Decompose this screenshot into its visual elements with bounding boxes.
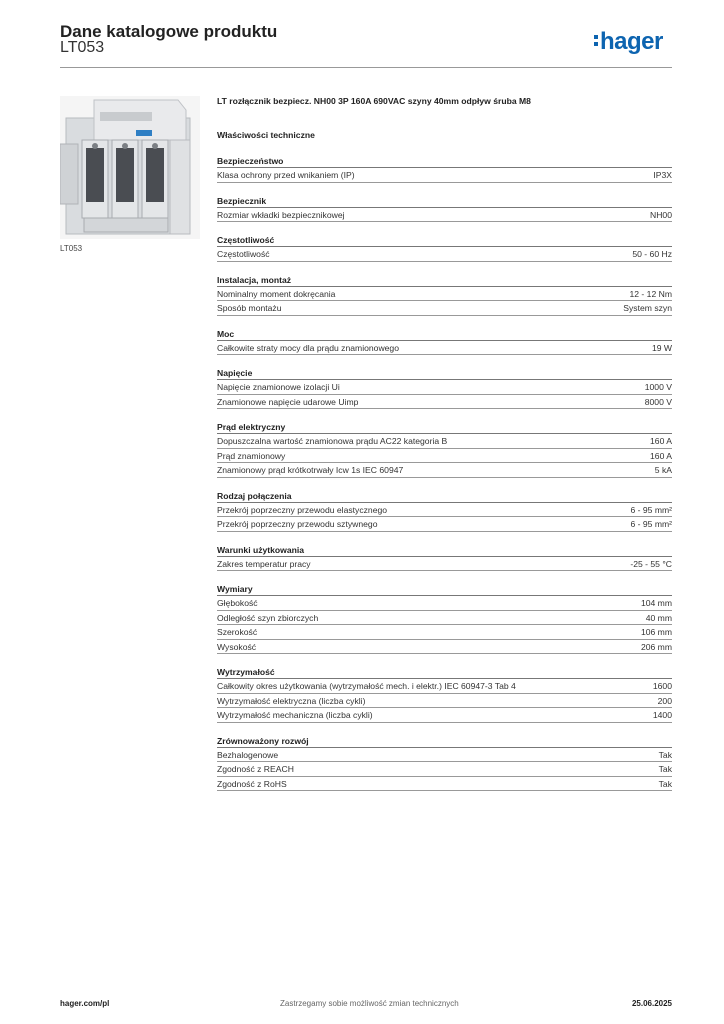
spec-group bbox=[217, 195, 672, 223]
spec-row bbox=[217, 517, 672, 532]
product-description: LT rozłącznik bezpiecz. NH00 3P 160A 690VAC szyny 40mm odpływ śruba M8 bbox=[217, 96, 531, 106]
spec-label: Głębokość bbox=[217, 598, 258, 608]
spec-row bbox=[217, 557, 672, 572]
spec-group-title: Bezpieczeństwo bbox=[217, 155, 672, 168]
spec-label: Znamionowy prąd krótkotrwały Icw 1s IEC 60947 bbox=[217, 465, 404, 475]
spec-row bbox=[217, 596, 672, 611]
spec-group-title: Częstotliwość bbox=[217, 234, 672, 247]
spec-label: Częstotliwość bbox=[217, 249, 270, 259]
spec-value: 1600 bbox=[652, 681, 672, 691]
spec-value: 8000 V bbox=[644, 396, 672, 407]
spec-label: Całkowite straty mocy dla prądu znamionowego bbox=[217, 342, 399, 353]
spec-group bbox=[217, 583, 672, 654]
spec-row bbox=[217, 463, 672, 478]
spec-row bbox=[217, 380, 672, 395]
spec-group bbox=[217, 155, 672, 183]
spec-value: Tak bbox=[658, 749, 672, 760]
product-image bbox=[60, 96, 200, 239]
spec-label: Wytrzymałość mechaniczna (liczba cykli) bbox=[217, 710, 373, 720]
spec-label: Zgodność z RoHS bbox=[217, 778, 287, 789]
spec-value: Tak bbox=[658, 778, 672, 789]
spec-group bbox=[217, 367, 672, 409]
spec-value: -25 - 55 °C bbox=[630, 558, 672, 569]
spec-row bbox=[217, 708, 672, 723]
spec-value: 160 A bbox=[650, 450, 672, 461]
logo-text: hager bbox=[600, 28, 663, 55]
spec-label: Prąd znamionowy bbox=[217, 450, 286, 461]
spec-value: 1400 bbox=[652, 710, 672, 720]
document-title: Dane katalogowe produktu bbox=[60, 22, 278, 41]
spec-label: Szerokość bbox=[217, 627, 258, 637]
spec-value: 6 - 95 mm² bbox=[630, 504, 672, 515]
spec-row bbox=[217, 168, 672, 183]
spec-row bbox=[217, 777, 672, 792]
spec-group-title: Bezpiecznik bbox=[217, 195, 672, 208]
spec-label: Zakres temperatur pracy bbox=[217, 558, 311, 569]
spec-label: Bezhalogenowe bbox=[217, 749, 279, 760]
spec-row bbox=[217, 611, 672, 626]
footer-notice: Zastrzegamy sobie możliwość zmian technicznych bbox=[280, 999, 459, 1008]
spec-row bbox=[217, 449, 672, 464]
spec-group bbox=[217, 421, 672, 478]
image-caption: LT053 bbox=[60, 244, 83, 253]
spec-group-title: Warunki użytkowania bbox=[217, 544, 672, 557]
spec-row bbox=[217, 301, 672, 316]
footer-date: 25.06.2025 bbox=[631, 999, 672, 1008]
footer-website: hager.com/pl bbox=[60, 999, 110, 1008]
spec-row bbox=[217, 748, 672, 763]
spec-label: Wysokość bbox=[217, 641, 257, 652]
fuse-switch-illustration bbox=[60, 96, 200, 239]
spec-label: Przekrój poprzeczny przewodu elastycznego bbox=[217, 504, 388, 515]
spec-row bbox=[217, 694, 672, 709]
product-code: LT053 bbox=[60, 39, 105, 56]
spec-group bbox=[217, 274, 672, 316]
hager-logo bbox=[594, 28, 663, 56]
spec-group-title: Rodzaj połączenia bbox=[217, 490, 672, 503]
spec-value: Tak bbox=[658, 764, 672, 774]
spec-label: Dopuszczalna wartość znamionowa prądu AC22 kategoria B bbox=[217, 436, 448, 446]
spec-label: Napięcie znamionowe izolacji Ui bbox=[217, 382, 340, 392]
spec-label: Całkowity okres użytkowania (wytrzymałość mech. i elektr.) IEC 60947-3 Tab 4 bbox=[217, 681, 516, 691]
spec-row bbox=[217, 341, 672, 356]
spec-value: 19 W bbox=[651, 342, 672, 353]
spec-value: 40 mm bbox=[645, 612, 672, 623]
spec-value: 206 mm bbox=[640, 641, 672, 652]
spec-label: Przekrój poprzeczny przewodu sztywnego bbox=[217, 519, 378, 529]
spec-row bbox=[217, 208, 672, 223]
spec-content bbox=[217, 96, 672, 803]
spec-label: Sposób montażu bbox=[217, 303, 282, 313]
spec-group bbox=[217, 328, 672, 356]
spec-group-title: Zrównoważony rozwój bbox=[217, 735, 672, 748]
spec-group-title: Wymiary bbox=[217, 583, 672, 596]
spec-group bbox=[217, 234, 672, 262]
spec-value: 12 - 12 Nm bbox=[629, 288, 672, 299]
spec-value: IP3X bbox=[653, 170, 672, 180]
spec-group-title: Moc bbox=[217, 328, 672, 341]
spec-value: 6 - 95 mm² bbox=[630, 519, 672, 529]
spec-row bbox=[217, 503, 672, 518]
spec-group-title: Wytrzymałość bbox=[217, 666, 672, 679]
spec-group-title: Instalacja, montaż bbox=[217, 274, 672, 287]
properties-heading: Właściwości techniczne bbox=[217, 130, 315, 140]
spec-value: System szyn bbox=[623, 303, 672, 313]
spec-label: Zgodność z REACH bbox=[217, 764, 294, 774]
spec-value: 1000 V bbox=[644, 382, 672, 392]
spec-label: Wytrzymałość elektryczna (liczba cykli) bbox=[217, 695, 366, 706]
spec-group-title: Prąd elektryczny bbox=[217, 421, 672, 434]
spec-group-title: Napięcie bbox=[217, 367, 672, 380]
spec-value: 106 mm bbox=[640, 627, 672, 637]
spec-groups bbox=[217, 155, 672, 791]
spec-label: Nominalny moment dokręcania bbox=[217, 288, 336, 299]
spec-group bbox=[217, 666, 672, 723]
spec-row bbox=[217, 287, 672, 302]
spec-label: Rozmiar wkładki bezpiecznikowej bbox=[217, 209, 345, 220]
spec-group bbox=[217, 490, 672, 532]
spec-value: 104 mm bbox=[640, 598, 672, 608]
spec-row bbox=[217, 247, 672, 262]
spec-label: Klasa ochrony przed wnikaniem (IP) bbox=[217, 170, 355, 180]
spec-group bbox=[217, 735, 672, 792]
spec-value: NH00 bbox=[650, 209, 672, 220]
spec-value: 5 kA bbox=[654, 465, 672, 475]
header-divider bbox=[60, 67, 672, 68]
logo-dots-icon bbox=[594, 35, 599, 49]
spec-value: 200 bbox=[657, 695, 672, 706]
spec-row bbox=[217, 679, 672, 694]
spec-row bbox=[217, 625, 672, 640]
spec-value: 160 A bbox=[650, 436, 672, 446]
spec-row bbox=[217, 434, 672, 449]
spec-row bbox=[217, 395, 672, 410]
spec-value: 50 - 60 Hz bbox=[632, 249, 672, 259]
spec-label: Odległość szyn zbiorczych bbox=[217, 612, 319, 623]
spec-label: Znamionowe napięcie udarowe Uimp bbox=[217, 396, 359, 407]
spec-row bbox=[217, 762, 672, 777]
spec-group bbox=[217, 544, 672, 572]
spec-row bbox=[217, 640, 672, 655]
